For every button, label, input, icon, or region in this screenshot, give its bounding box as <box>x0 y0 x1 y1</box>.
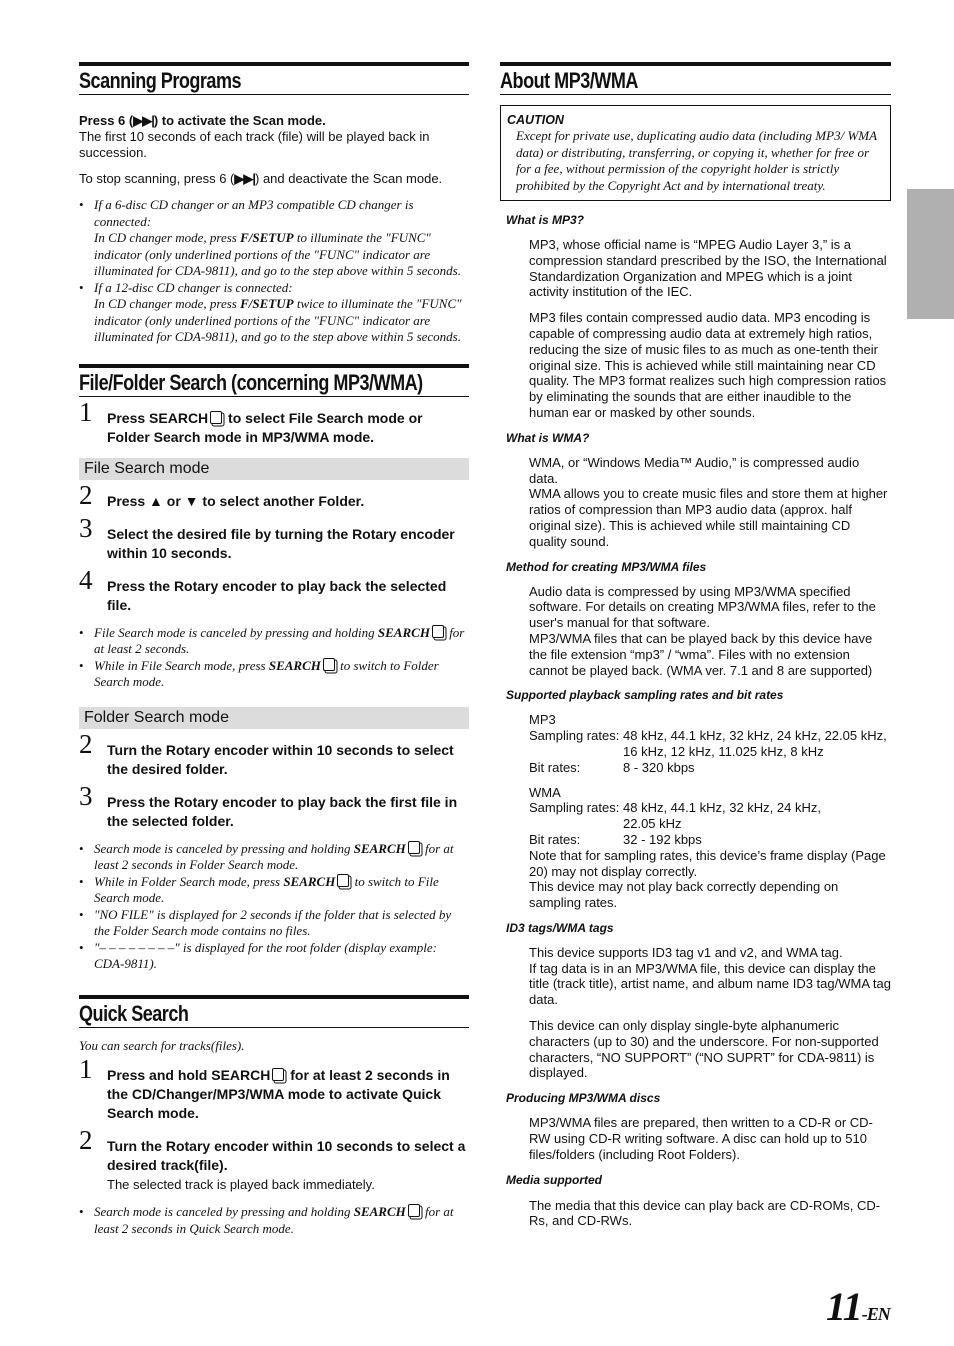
id3-heading: ID3 tags/WMA tags <box>506 920 614 935</box>
ffs-step-2: 2 Press ▲ or ▼ to select another Folder. <box>79 479 365 510</box>
method-heading: Method for creating MP3/WMA files <box>506 559 707 574</box>
wma-paragraph: WMA allows you to create music files and store them at higher ratios of compression than MP3 audio data (approx. half original size). This is achieved while still maintaining CD quality sound. <box>529 486 888 549</box>
list-item: • "NO FILE" is displayed for 2 seconds if the folder that is selected by the Folder Search mode contains no files. <box>79 907 469 940</box>
skip-icon: ▶▶| <box>234 171 255 186</box>
wma-rates-table: WMA Sampling rates: 48 kHz, 44.1 kHz, 32 kHz, 24 kHz, 22.05 kHz Bit rates: 32 - 192 kbps Note that for sampling rates, this device’s frame display (Page 20) may not display correctly. This device may not play back correctly depending on sampling rates. <box>529 784 886 911</box>
mp3-rates-table: MP3 Sampling rates: 48 kHz, 44.1 kHz, 32 kHz, 24 kHz, 22.05 kHz, 16 kHz, 12 kHz, 11.025 kHz, 8 kHz Bit rates: 8 - 320 kbps <box>529 712 887 775</box>
rates-heading: Supported playback sampling rates and bit rates <box>506 688 784 703</box>
file-folder-search-heading: File/Folder Search (concerning MP3/WMA) <box>79 364 469 397</box>
quick-search-notes <box>79 1204 469 1237</box>
media-paragraph: The media that this device can play back are CD-ROMs, CD-Rs, and CD-RWs. <box>529 1197 881 1229</box>
list-item: • File Search mode is canceled by pressing and holding SEARCH for at least 2 seconds. <box>79 625 469 658</box>
list-item: • Search mode is canceled by pressing and holding SEARCH for at least 2 seconds in Folder Search mode. <box>79 841 469 874</box>
discs-paragraph: MP3/WMA files are prepared, then written to a CD-R or CD-RW using CD-R writing software. A disc can hold up to 510 files/folders (including Root Folders). <box>529 1115 873 1162</box>
discs-heading: Producing MP3/WMA discs <box>506 1091 661 1106</box>
search-icon <box>408 1204 420 1217</box>
method-paragraph: MP3/WMA files that can be played back by this device have the file extension “mp3” / “wma”. Files with no extension cannot be played back. (WMA ver. 7.1 and 8 are supported) <box>529 630 873 678</box>
scan-instructions: Press 6 (▶▶|) to activate the Scan mode. The first 10 seconds of each track (file) will be played back in succession. To stop scanning, press 6 (▶▶|) and deactivate the Scan mode. <box>79 113 443 186</box>
id3-paragraph: This device can only display single-byte alphanumeric characters (up to 30) and the underscore. For non-supported characters, “NO SUPPORT” (“NO SUPRT” for CDA-9811) is displayed. <box>529 1018 879 1081</box>
folder-step-3: 3 Press the Rotary encoder to play back the first file in the selected folder. <box>79 780 458 829</box>
about-mp3-wma-heading: About MP3/WMA <box>500 62 891 95</box>
list-item: • While in File Search mode, press SEARCH to switch to Folder Search mode. <box>79 658 469 691</box>
ffs-step-1: 1 Press SEARCH to select File Search mode or Folder Search mode in MP3/WMA mode. <box>79 396 423 445</box>
skip-icon: ▶▶| <box>133 113 154 128</box>
search-icon <box>337 874 349 887</box>
quick-step-1: 1 Press and hold SEARCH for at least 2 seconds in the CD/Changer/MP3/WMA mode to activate Quick Search mode. <box>79 1054 450 1121</box>
folder-search-notes <box>79 841 469 973</box>
caution-title: CAUTION <box>507 113 564 127</box>
list-item: • While in Folder Search mode, press SEARCH to switch to File Search mode. <box>79 874 469 907</box>
file-search-notes <box>79 625 469 691</box>
list-item: • "– – – – – – – –" is displayed for the root folder (display example: CDA-9811). <box>79 940 469 973</box>
search-icon <box>408 841 420 854</box>
quick-search-intro: You can search for tracks(files). <box>79 1037 245 1053</box>
folder-step-2: 2 Turn the Rotary encoder within 10 seconds to select the desired folder. <box>79 728 454 777</box>
left-column <box>79 62 469 1237</box>
file-search-mode-bar: File Search mode <box>79 458 469 480</box>
list-item: • If a 6-disc CD changer or an MP3 compatible CD changer is connected: In CD changer mode, press F/SETUP to illuminate the "FUNC" indicator (only underlined portions of the "FUNC" indicator are illuminated for CDA-9811), and go to the step above within 5 seconds. <box>79 197 469 280</box>
mp3-paragraph: MP3, whose official name is “MPEG Audio Layer 3,” is a compression standard prescribed by the ISO, the International Standardization Organization and MPEG which is a joint activity institution of the IEC. <box>529 237 887 300</box>
right-column <box>500 62 891 1229</box>
search-icon <box>210 411 222 424</box>
media-heading: Media supported <box>506 1172 603 1187</box>
page-number: 11-EN <box>826 1284 890 1329</box>
scan-notes <box>79 197 469 346</box>
list-item: • Search mode is canceled by pressing and holding SEARCH for at least 2 seconds in Quick Search mode. <box>79 1204 469 1237</box>
folder-search-mode-bar: Folder Search mode <box>79 707 469 729</box>
search-icon <box>432 625 444 638</box>
quick-step-2: 2 Turn the Rotary encoder within 10 seconds to select a desired track(file). The selected track is played back immediately. <box>79 1125 466 1192</box>
search-icon <box>272 1068 284 1081</box>
caution-box <box>500 105 891 201</box>
quick-search-heading: Quick Search <box>79 995 469 1028</box>
list-item: • If a 12-disc CD changer is connected: In CD changer mode, press F/SETUP twice to illuminate the "FUNC" indicator (only underlined portions of the "FUNC" indicator are illuminated for CDA-9811), and go to the step above within 5 seconds. <box>79 280 469 346</box>
scanning-programs-heading: Scanning Programs <box>79 62 469 95</box>
id3-paragraph: If tag data is in an MP3/WMA file, this device can display the title (track title), artist name, and album name ID3 tag/WMA tag data. <box>529 960 891 1008</box>
caution-text: Except for private use, duplicating audio data (including MP3/ WMA data) or distributing, transferring, or copying it, whether for free or for a fee, without permission of the copyright holder is strictly prohibited by the Copyright Act and by international treaty. <box>516 128 877 193</box>
search-icon <box>323 658 335 671</box>
what-is-mp3-heading: What is MP3? <box>506 213 585 227</box>
id3-paragraph: This device supports ID3 tag v1 and v2, and WMA tag. <box>529 944 843 960</box>
ffs-step-4: 4 Press the Rotary encoder to play back the selected file. <box>79 564 447 613</box>
section-tab <box>907 189 954 319</box>
wma-paragraph: WMA, or “Windows Media™ Audio,” is compressed audio data. <box>529 454 860 486</box>
what-is-wma-heading: What is WMA? <box>506 430 590 445</box>
ffs-step-3: 3 Select the desired file by turning the Rotary encoder within 10 seconds. <box>79 512 455 561</box>
method-paragraph: Audio data is compressed by using MP3/WMA specified software. For details on creating MP3/WMA files, refer to the user's manual for that software. <box>529 583 876 631</box>
mp3-paragraph: MP3 files contain compressed audio data. MP3 encoding is capable of compressing audio data at extremely high ratios, reducing the size of music files to as much as one-tenth their original size. This is achieved while still maintaining near CD quality. The MP3 format realizes such high compression ratios by eliminating the sounds that are either inaudible to the human ear or masked by other sounds. <box>529 310 887 420</box>
